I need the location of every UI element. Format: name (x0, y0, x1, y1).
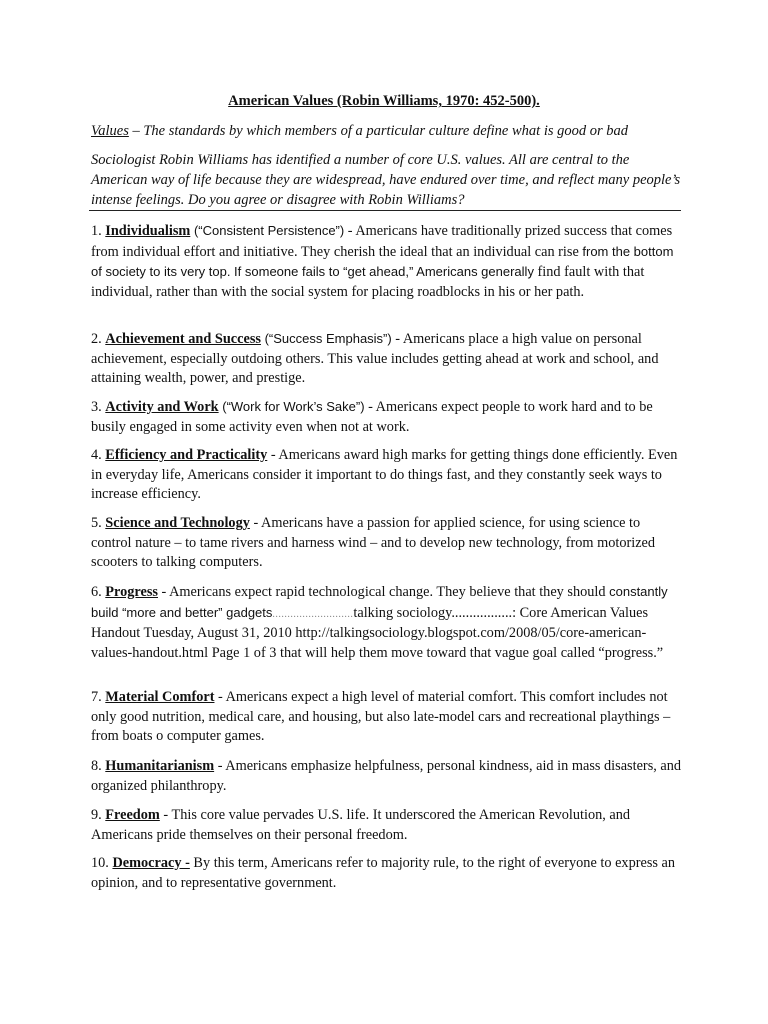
value-item-progress (91, 582, 683, 663)
item-text: - This core value pervades U.S. life. It underscored the American Revolution, and Americans pride themselves on their personal freedom. (91, 807, 631, 843)
item-number: 1. (91, 223, 106, 239)
item-heading: Activity and Work (105, 399, 219, 415)
item-text: constantly build “more and better” gadgets (91, 584, 668, 620)
item-heading: Humanitarianism (105, 758, 215, 774)
item-text: talking sociology.................: Core American Values Handout Tuesday, August 31, 2010 http://talkingsociology.blogspot.com/2008/05/core-american-values-handout.html Page 1 of 3 that will help them move toward that vague goal called “progress.” (91, 604, 664, 661)
item-text: - Americans place a high value on personal achievement, especially outdoing others. This value includes getting ahead at work and school, and attaining wealth, power, and prestige. (91, 331, 659, 387)
item-text: - Americans have a passion for applied science, for using science to control nature – to tame rivers and harness wind – and to develop new technology, from motorized scooters to talking computers. (91, 515, 656, 571)
item-text: - Americans emphasize helpfulness, personal kindness, aid in mass disasters, and organized philanthropy. (91, 758, 682, 794)
value-item-freedom (91, 806, 683, 845)
item-number: 2. (91, 331, 106, 347)
item-subtitle: (“Work for Work’s Sake”) (218, 399, 365, 414)
page-title: American Values (Robin Williams, 1970: 452-500). (228, 93, 540, 109)
item-number: 3. (91, 399, 106, 415)
value-item-science (91, 514, 683, 573)
value-item-individualism (91, 221, 683, 302)
value-item-humanitarianism (91, 757, 683, 796)
value-item-democracy (91, 854, 683, 893)
value-item-activity-work (91, 397, 683, 437)
values-term: Values (91, 123, 129, 139)
item-heading: Democracy - (112, 855, 190, 871)
item-heading: Individualism (105, 223, 191, 239)
intro-paragraph: Sociologist Robin Williams has identified a number of core U.S. values. All are central to the American way of life because they are widespread, have endured over time, and reflect many people’s intense feelings. Do you agree or disagree with Robin Williams? (91, 152, 681, 208)
item-text: By this term, Americans refer to majority rule, to the right of everyone to express an opinion, and to representative government. (91, 855, 676, 891)
item-text: - Americans expect rapid technological change. They believe that they should (157, 584, 610, 600)
item-dots: ........................... (272, 608, 354, 620)
item-heading: Progress (105, 584, 158, 600)
item-number: 4. (91, 447, 106, 463)
item-number: 7. (91, 689, 106, 705)
item-text: - Americans award high marks for getting things done efficiently. Even in everyday life, Americans consider it important to do things fast, and they constantly seek ways to increase efficiency. (91, 447, 678, 503)
item-heading: Efficiency and Practicality (105, 447, 268, 463)
value-item-achievement (91, 329, 683, 389)
item-heading: Material Comfort (105, 689, 215, 705)
item-text: - Americans expect a high level of material comfort. This comfort includes not only good nutrition, medical care, and housing, but also late-model cars and recreational playthings – from boats o computer games. (91, 689, 671, 745)
item-number: 10. (91, 855, 113, 871)
item-number: 5. (91, 515, 106, 531)
item-text: find fault with that individual, rather than with the social system for placing roadblocks in his or her path. (91, 264, 645, 300)
value-item-material-comfort (91, 688, 683, 747)
values-definition (91, 123, 691, 140)
item-number: 6. (91, 584, 106, 600)
item-subtitle: (“Success Emphasis”) (260, 331, 392, 346)
values-definition-text: – The standards by which members of a particular culture define what is good or bad (128, 123, 629, 139)
item-number: 8. (91, 758, 106, 774)
item-heading: Science and Technology (105, 515, 250, 531)
divider-line (89, 210, 681, 211)
item-text: from the bottom of society to its very top. If someone fails to “get ahead,” Americans generally (91, 243, 674, 280)
item-heading: Freedom (105, 807, 160, 823)
item-heading: Achievement and Success (105, 331, 261, 347)
item-text: - Americans expect people to work hard and to be busily engaged in some activity even when not at work. (91, 399, 653, 435)
item-text: - Americans have traditionally prized success that comes from individual effort and initiative. They cherish the ideal that an individual can rise (91, 223, 673, 260)
item-number: 9. (91, 807, 106, 823)
item-subtitle: (“Consistent Persistence”) (190, 223, 345, 238)
value-item-efficiency (91, 446, 683, 505)
